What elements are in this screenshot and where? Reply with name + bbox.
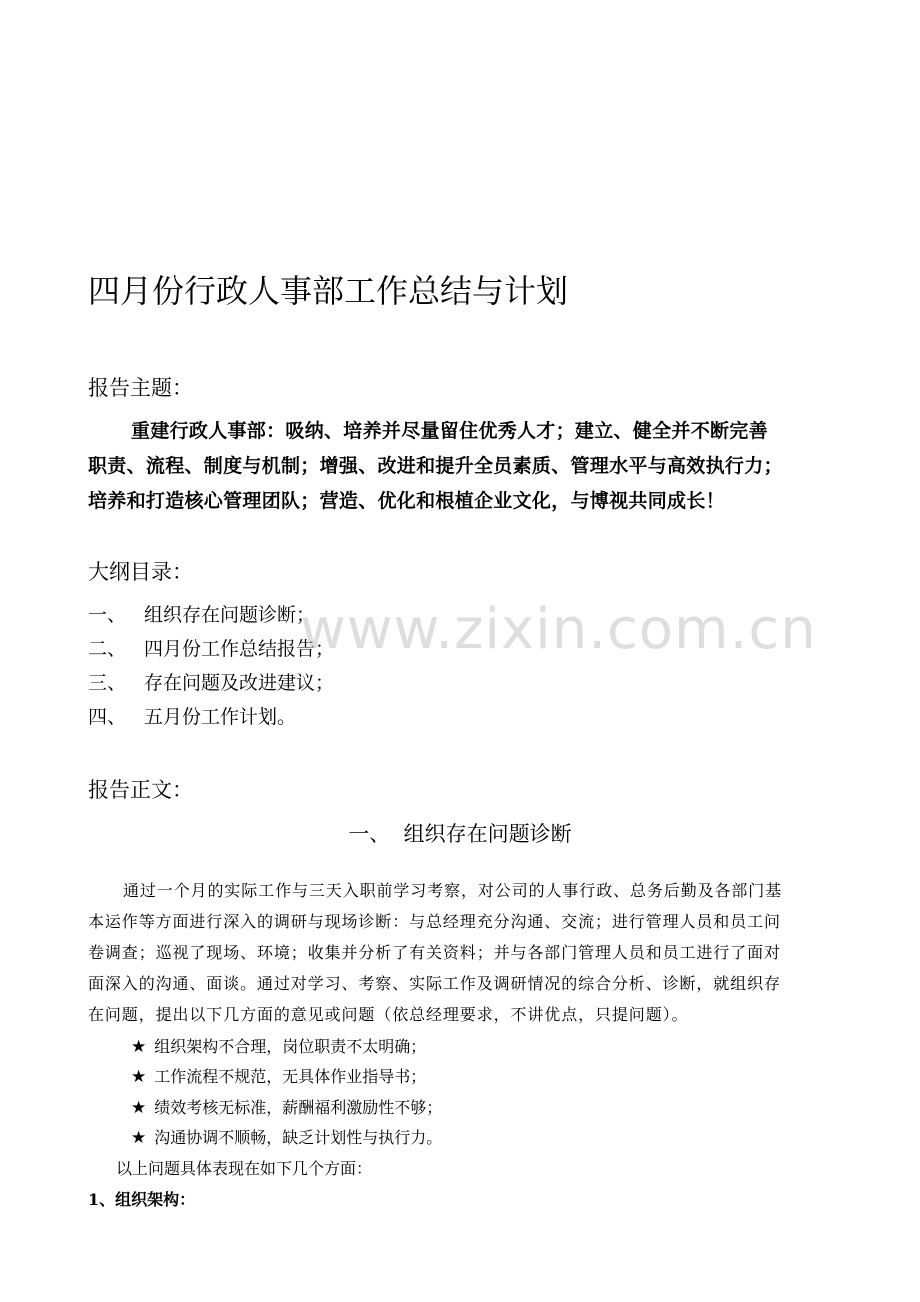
outline-item-number: 三、 <box>88 672 127 694</box>
outline-item <box>88 668 334 695</box>
bullet-item <box>131 1095 442 1118</box>
outline-item-text: 四月份工作总结报告； <box>144 638 335 660</box>
outline-item-text: 五月份工作计划。 <box>144 706 297 728</box>
outline-item-text: 存在问题及改进建议； <box>144 672 335 694</box>
body-heading: 报告正文： <box>88 778 193 802</box>
subheading: 1、组织架构： <box>88 1190 196 1209</box>
bullet-text: 绩效考核无标准，薪酬福利激励性不够； <box>154 1098 443 1117</box>
summary-line: 以上问题具体表现在如下几个方面： <box>116 1159 373 1178</box>
watermark: www.zixin.com.cn <box>300 597 817 662</box>
bullet-text: 沟通协调不顺畅，缺乏计划性与执行力。 <box>154 1128 443 1147</box>
paragraph-line: 卷调查；巡视了现场、环境；收集并分析了有关资料；并与各部门管理人员和员工进行了面对 <box>88 943 781 962</box>
bullet-item <box>131 1125 442 1148</box>
outline-item <box>88 634 334 661</box>
theme-line-3: 培养和打造核心管理团队；营造、优化和根植企业文化，与博视共同成长！ <box>88 490 725 512</box>
section-heading <box>0 818 920 848</box>
theme-line-1: 重建行政人事部：吸纳、培养并尽量留住优秀人才；建立、健全并不断完善 <box>131 420 768 442</box>
theme-line-2: 职责、流程、制度与机制；增强、改进和提升全员素质、管理水平与高效执行力； <box>88 455 783 477</box>
outline-heading: 大纲目录： <box>88 560 193 584</box>
outline-item <box>88 702 296 729</box>
section-number: 一、 <box>348 822 391 846</box>
outline-item-number: 四、 <box>88 706 127 728</box>
star-icon: ★ <box>131 1128 147 1148</box>
bullet-text: 组织架构不合理，岗位职责不太明确； <box>154 1037 427 1056</box>
paragraph-line: 本运作等方面进行深入的调研与现场诊断：与总经理充分沟通、交流；进行管理人员和员工问 <box>88 912 781 931</box>
outline-item-number: 一、 <box>88 604 127 626</box>
bullet-item <box>131 1064 426 1087</box>
paragraph-line: 通过一个月的实际工作与三天入职前学习考察，对公司的人事行政、总务后勤及各部门基 <box>123 881 783 900</box>
paragraph-line: 面深入的沟通、面谈。通过对学习、考察、实际工作及调研情况的综合分析、诊断，就组织存 <box>88 974 781 993</box>
star-icon: ★ <box>131 1037 147 1057</box>
outline-item-number: 二、 <box>88 638 127 660</box>
outline-item-text: 组织存在问题诊断； <box>144 604 316 626</box>
bullet-text: 工作流程不规范，无具体作业指导书； <box>154 1067 427 1086</box>
star-icon: ★ <box>131 1067 147 1087</box>
document-title: 四月份行政人事部工作总结与计划 <box>88 272 569 310</box>
star-icon: ★ <box>131 1098 147 1118</box>
section-title: 组织存在问题诊断 <box>403 822 572 846</box>
paragraph-line: 在问题，提出以下几方面的意见或问题（依总经理要求，不讲优点，只提问题）。 <box>88 1005 689 1024</box>
bullet-item <box>131 1034 426 1057</box>
theme-heading: 报告主题： <box>88 376 193 400</box>
outline-item <box>88 600 315 627</box>
